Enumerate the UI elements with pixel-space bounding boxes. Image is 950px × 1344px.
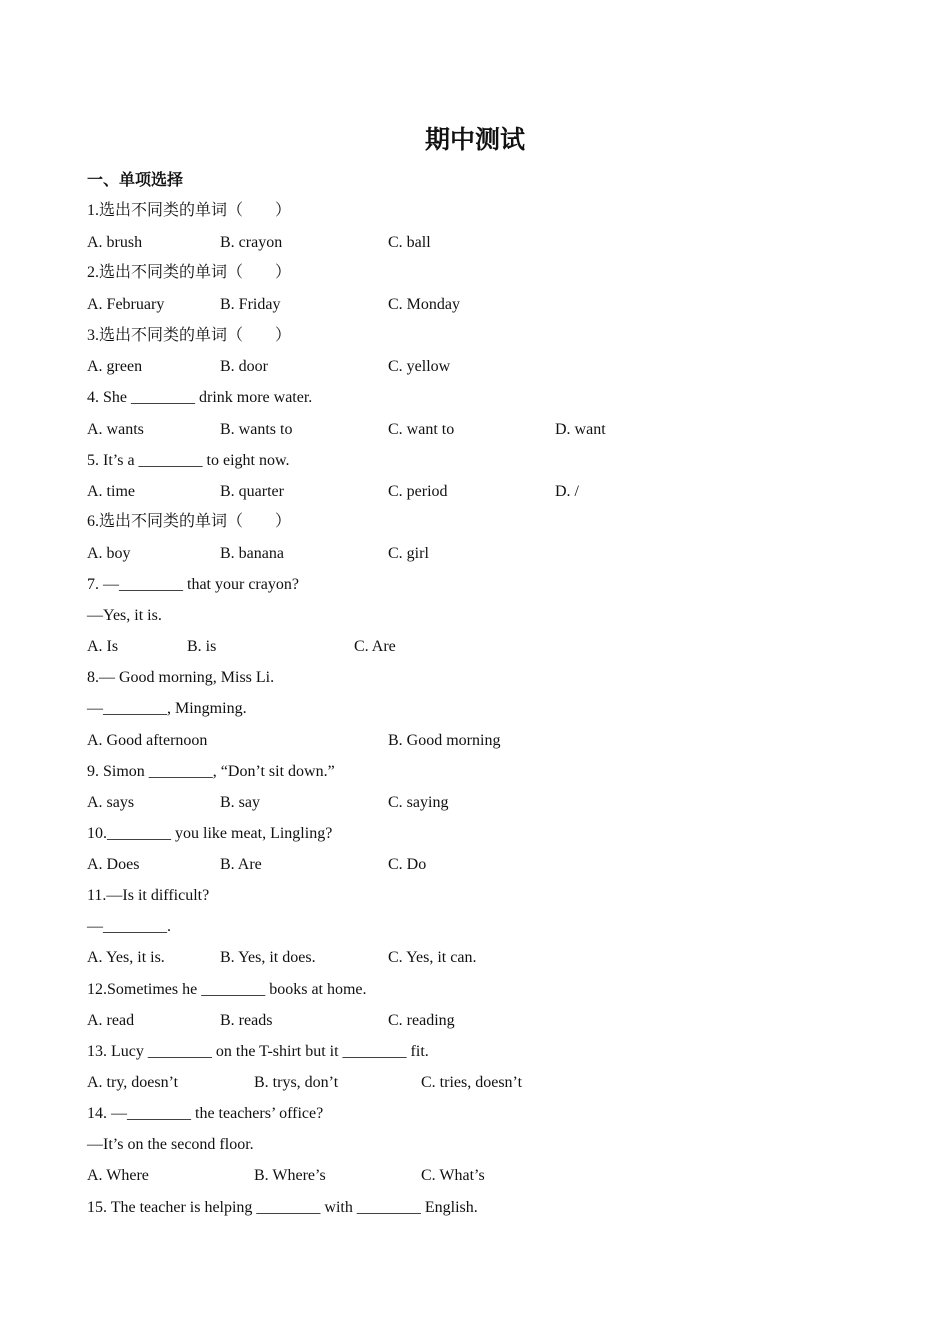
- option-a: A. Yes, it is.: [87, 949, 165, 966]
- option-a: A. Does: [87, 856, 140, 873]
- option-b: B. wants to: [220, 421, 293, 438]
- question-stem: 15. The teacher is helping ________ with ________ English.: [87, 1199, 478, 1216]
- option-c: C. tries, doesn’t: [421, 1074, 523, 1091]
- question-stem: 3.选出不同类的单词（ ）: [87, 327, 292, 344]
- dialogue-reply: —________, Mingming.: [87, 700, 247, 717]
- option-b: B. Where’s: [254, 1167, 326, 1184]
- option-b: B. quarter: [220, 483, 284, 500]
- question-stem: 10.________ you like meat, Lingling?: [87, 825, 333, 842]
- option-a: A. February: [87, 296, 165, 313]
- question-stem: 2.选出不同类的单词（ ）: [87, 264, 292, 281]
- question-stem: 4. She ________ drink more water.: [87, 389, 313, 406]
- option-a: A. says: [87, 794, 135, 811]
- option-b: B. Are: [220, 856, 262, 873]
- option-c: C. What’s: [421, 1167, 485, 1184]
- option-b: B. crayon: [220, 234, 283, 251]
- option-b: B. banana: [220, 545, 284, 562]
- question-stem: 14. —________ the teachers’ office?: [87, 1105, 324, 1122]
- question-stem: 13. Lucy ________ on the T-shirt but it ________ fit.: [87, 1043, 429, 1060]
- option-b: B. trys, don’t: [254, 1074, 339, 1091]
- option-a: A. Where: [87, 1167, 149, 1184]
- option-d: D. /: [555, 483, 579, 500]
- question-stem: 9. Simon ________, “Don’t sit down.”: [87, 763, 335, 780]
- question-stem: 8.— Good morning, Miss Li.: [87, 669, 275, 686]
- option-a: A. try, doesn’t: [87, 1074, 179, 1091]
- option-b: B. Friday: [220, 296, 281, 313]
- option-c: C. period: [388, 483, 448, 500]
- option-c: C. yellow: [388, 358, 451, 375]
- question-stem: 12.Sometimes he ________ books at home.: [87, 981, 367, 998]
- option-b: B. Good morning: [388, 732, 501, 749]
- option-c: C. ball: [388, 234, 431, 251]
- option-a: A. time: [87, 483, 135, 500]
- option-b: B. reads: [220, 1012, 273, 1029]
- dialogue-reply: —It’s on the second floor.: [87, 1136, 254, 1153]
- dialogue-reply: —________.: [87, 918, 171, 935]
- question-stem: 5. It’s a ________ to eight now.: [87, 452, 290, 469]
- option-c: C. Monday: [388, 296, 460, 313]
- option-c: C. reading: [388, 1012, 455, 1029]
- option-c: C. girl: [388, 545, 429, 562]
- option-d: D. want: [555, 421, 606, 438]
- option-c: C. Do: [388, 856, 427, 873]
- question-stem: 7. —________ that your crayon?: [87, 576, 299, 593]
- dialogue-reply: —Yes, it is.: [87, 607, 162, 624]
- page-title: 期中测试: [424, 125, 525, 154]
- option-a: A. brush: [87, 234, 143, 251]
- option-b: B. say: [220, 794, 260, 811]
- option-a: A. Is: [87, 638, 119, 655]
- option-c: C. want to: [388, 421, 455, 438]
- option-a: A. boy: [87, 545, 131, 562]
- option-b: B. door: [220, 358, 268, 375]
- question-stem: 1.选出不同类的单词（ ）: [87, 202, 292, 219]
- option-a: A. green: [87, 358, 143, 375]
- option-a: A. wants: [87, 421, 144, 438]
- option-c: C. saying: [388, 794, 449, 811]
- option-a: A. Good afternoon: [87, 732, 208, 749]
- question-stem: 11.—Is it difficult?: [87, 887, 210, 904]
- option-c: C. Are: [354, 638, 396, 655]
- section-heading: 一、单项选择: [87, 170, 184, 189]
- option-b: B. is: [187, 638, 217, 655]
- question-stem: 6.选出不同类的单词（ ）: [87, 513, 292, 530]
- option-b: B. Yes, it does.: [220, 949, 316, 966]
- option-a: A. read: [87, 1012, 135, 1029]
- option-c: C. Yes, it can.: [388, 949, 477, 966]
